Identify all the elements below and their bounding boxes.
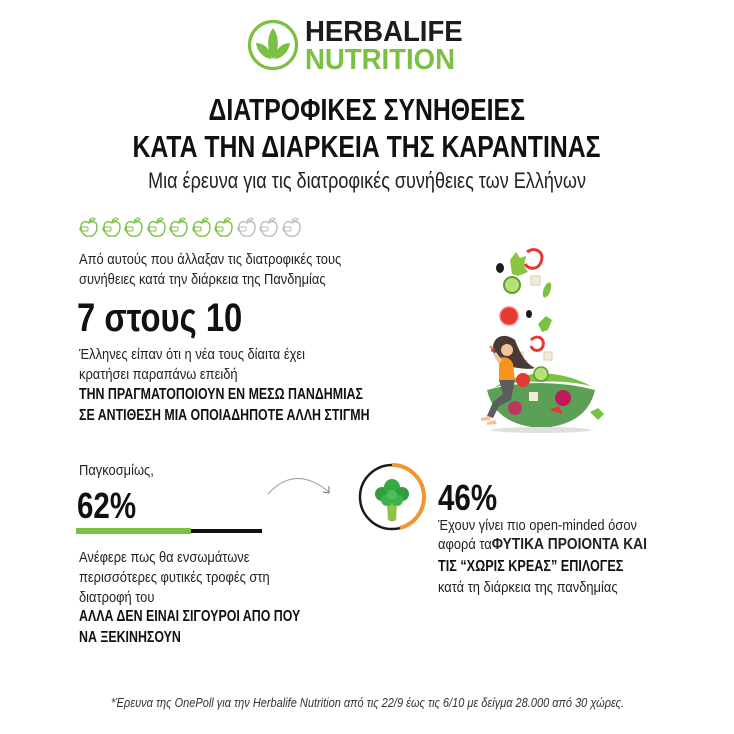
stat-62-description-line3: διατροφή του <box>79 589 155 606</box>
stat-62-highlight-line1: ΑΛΛΑ ΔΕΝ ΕΙΝΑΙ ΣΙΓΟΥΡΟΙ ΑΠΟ ΠΟΥ <box>79 608 301 625</box>
stat-62-progress-fill <box>76 528 191 534</box>
stat-46-highlight-line: ΤΙΣ “ΧΩΡΙΣ ΚΡΕΑΣ” ΕΠΙΛΟΓΕΣ <box>438 558 624 575</box>
stat-46-description-line3: κατά τη διάρκεια της πανδημίας <box>438 579 618 596</box>
apple-icon <box>282 216 302 238</box>
apple-icon <box>79 216 99 238</box>
apple-icon <box>192 216 212 238</box>
brand-subname: NUTRITION <box>305 44 455 76</box>
apple-icon <box>169 216 189 238</box>
stat-46-description-line2: αφορά ταΦΥΤΙΚΑ ΠΡΟΙΟΝΤΑ ΚΑΙ <box>438 536 647 553</box>
broccoli-ring-chart <box>357 462 427 532</box>
apple-icon <box>214 216 234 238</box>
apple-icon <box>259 216 279 238</box>
apple-icon <box>237 216 257 238</box>
broccoli-icon <box>375 479 409 522</box>
stat-7-description-line2: κρατήσει παραπάνω επειδή <box>79 366 238 383</box>
page-title-line1: ΔΙΑΤΡΟΦΙΚΕΣ ΣΥΝΗΘΕΙΕΣ <box>208 92 526 127</box>
stat-62-percent: 62% <box>77 485 137 526</box>
stat-46-percent: 46% <box>438 477 498 518</box>
page-subtitle: Μια έρευνα για τις διατροφικές συνήθειες των Ελλήνων <box>148 168 586 193</box>
curved-arrow-icon <box>265 470 335 500</box>
intro-text-line1: Από αυτούς που άλλαξαν τις διατροφικές τους <box>79 251 342 268</box>
intro-text-line2: συνήθειες κατά την διάρκεια της Πανδημίας <box>79 271 326 288</box>
stat-62-progress-bar <box>76 529 262 533</box>
stat-62-description-line1: Ανέφερε πως θα ενσωμάτωνε <box>79 549 250 566</box>
apple-icon <box>102 216 122 238</box>
footnote: *Έρευνα της OnePoll για την Herbalife Nutrition από τις 22/9 έως τις 6/10 με δείγμα 28.000 από 30 χώρες. <box>110 696 624 710</box>
stat-7-description-line1: Έλληνες είπαν ότι η νέα τους δίαιτα έχει <box>79 346 305 363</box>
page-title-line2: ΚΑΤΑ ΤΗΝ ΔΙΑΡΚΕΙΑ ΤΗΣ ΚΑΡΑΝΤΙΝΑΣ <box>132 129 602 164</box>
stat-62-description-line2: περισσότερες φυτικές τροφές στη <box>79 569 270 586</box>
apple-icon <box>124 216 144 238</box>
stat-62-highlight-line2: ΝΑ ΞΕΚΙΝΗΣΟΥΝ <box>79 629 181 646</box>
herbalife-logo <box>247 16 492 76</box>
global-label: Παγκοσμίως, <box>79 462 154 479</box>
stat-46-description-line1: Έχουν γίνει πιο open-minded όσον <box>438 517 637 534</box>
stat-7-of-10: 7 στους 10 <box>77 296 243 340</box>
stat-7-highlight-line1: ΤΗΝ ΠΡΑΓΜΑΤΟΠΟΙΟΥΝ ΕΝ ΜΕΣΩ ΠΑΝΔΗΜΙΑΣ <box>79 386 363 403</box>
woman-salad-bowl-illustration <box>455 240 620 440</box>
apple-rating-row <box>79 216 302 240</box>
brand-name: HERBALIFE <box>305 16 463 48</box>
herbalife-leaf-icon <box>247 19 299 71</box>
stat-7-highlight-line2: ΣΕ ΑΝΤΙΘΕΣΗ ΜΙΑ ΟΠΟΙΑΔΗΠΟΤΕ ΑΛΛΗ ΣΤΙΓΜΗ <box>79 407 370 424</box>
apple-icon <box>147 216 167 238</box>
